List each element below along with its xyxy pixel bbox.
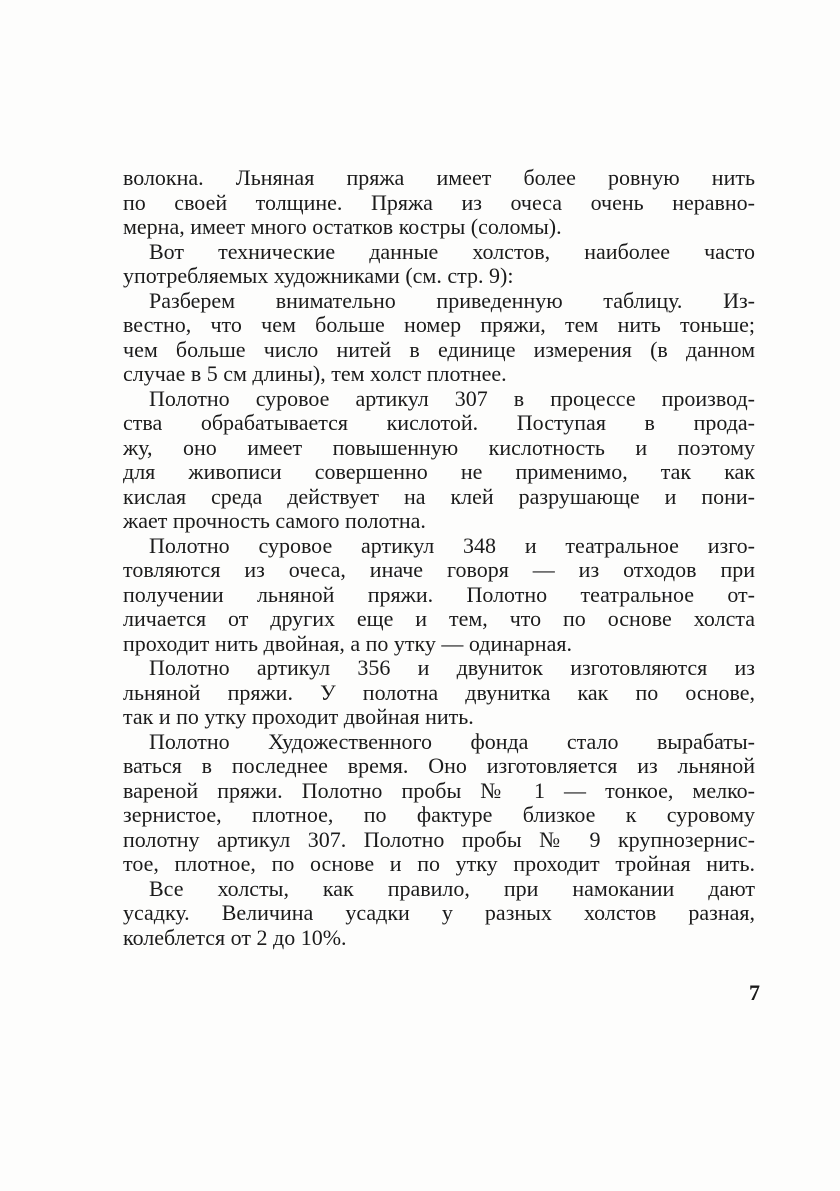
text-line: жу, оно имеет повышенную кислотность и поэтому [123, 435, 755, 460]
paragraph [123, 656, 755, 730]
text-line: усадку. Величина усадки у разных холстов разная, [123, 901, 755, 925]
text-line: Вот технические данные холстов, наиболее часто [149, 239, 755, 264]
text-line: льняной пряжи. У полотна двунитка как по основе, [123, 680, 755, 705]
paragraph [123, 534, 755, 657]
text-line: ства обрабатывается кислотой. Поступая в прода- [123, 411, 755, 435]
paragraph [123, 166, 755, 240]
text-line: зернистое, плотное, по фактуре близкое к суровому [123, 803, 755, 827]
text-line: Полотно Художественного фонда стало вырабаты- [149, 729, 755, 754]
text-line: Полотно суровое артикул 348 и театральное изго- [149, 533, 755, 558]
text-line: проходит нить двойная, а по утку — одинарная. [123, 631, 572, 656]
paragraph [123, 289, 755, 387]
paragraph [123, 877, 755, 951]
text-line: товляются из очеса, иначе говоря — из отходов при [123, 558, 755, 582]
text-line: Полотно суровое артикул 307 в процессе производ- [149, 386, 755, 411]
text-line: Все холсты, как правило, при намокании дают [149, 876, 755, 901]
text-line: кислая среда действует на клей разрушающе и пони- [123, 484, 755, 509]
text-line: Полотно артикул 356 и двуниток изготовляются из [149, 656, 755, 680]
text-line: тое, плотное, по основе и по утку проходит тройная нить. [123, 852, 755, 876]
text-line: для живописи совершенно не применимо, так как [123, 460, 755, 484]
text-line: чем больше число нитей в единице измерения (в данном [123, 337, 755, 362]
paragraph [123, 240, 755, 289]
text-line: по своей толщине. Пряжа из очеса очень неравно- [123, 190, 755, 215]
text-line: так и по утку проходит двойная нить. [123, 705, 474, 729]
text-line: вареной пряжи. Полотно пробы № 1 — тонкое, мелко- [123, 778, 755, 803]
body-text [123, 166, 755, 950]
text-line: личается от других еще и тем, что по основе холста [123, 607, 755, 631]
paragraph [123, 730, 755, 877]
page-number: 7 [749, 980, 760, 1005]
text-line: жает прочность самого полотна. [123, 509, 426, 533]
text-line: получении льняной пряжи. Полотно театральное от- [123, 582, 755, 607]
text-line: колеблется от 2 до 10%. [123, 925, 347, 950]
text-line: Разберем внимательно приведенную таблицу. Из- [149, 288, 755, 313]
text-line: вестно, что чем больше номер пряжи, тем нить тоньше; [123, 313, 755, 337]
text-line: употребляемых художниками (см. стр. 9): [123, 264, 514, 288]
text-line: ваться в последнее время. Оно изготовляется из льняной [123, 754, 755, 778]
text-line: волокна. Льняная пряжа имеет более ровную нить [123, 166, 755, 190]
text-line: полотну артикул 307. Полотно пробы № 9 крупнозернис- [123, 827, 755, 852]
text-line: мерна, имеет много остатков костры (соломы). [123, 215, 562, 239]
text-line: случае в 5 см длины), тем холст плотнее. [123, 362, 507, 386]
paragraph [123, 387, 755, 534]
